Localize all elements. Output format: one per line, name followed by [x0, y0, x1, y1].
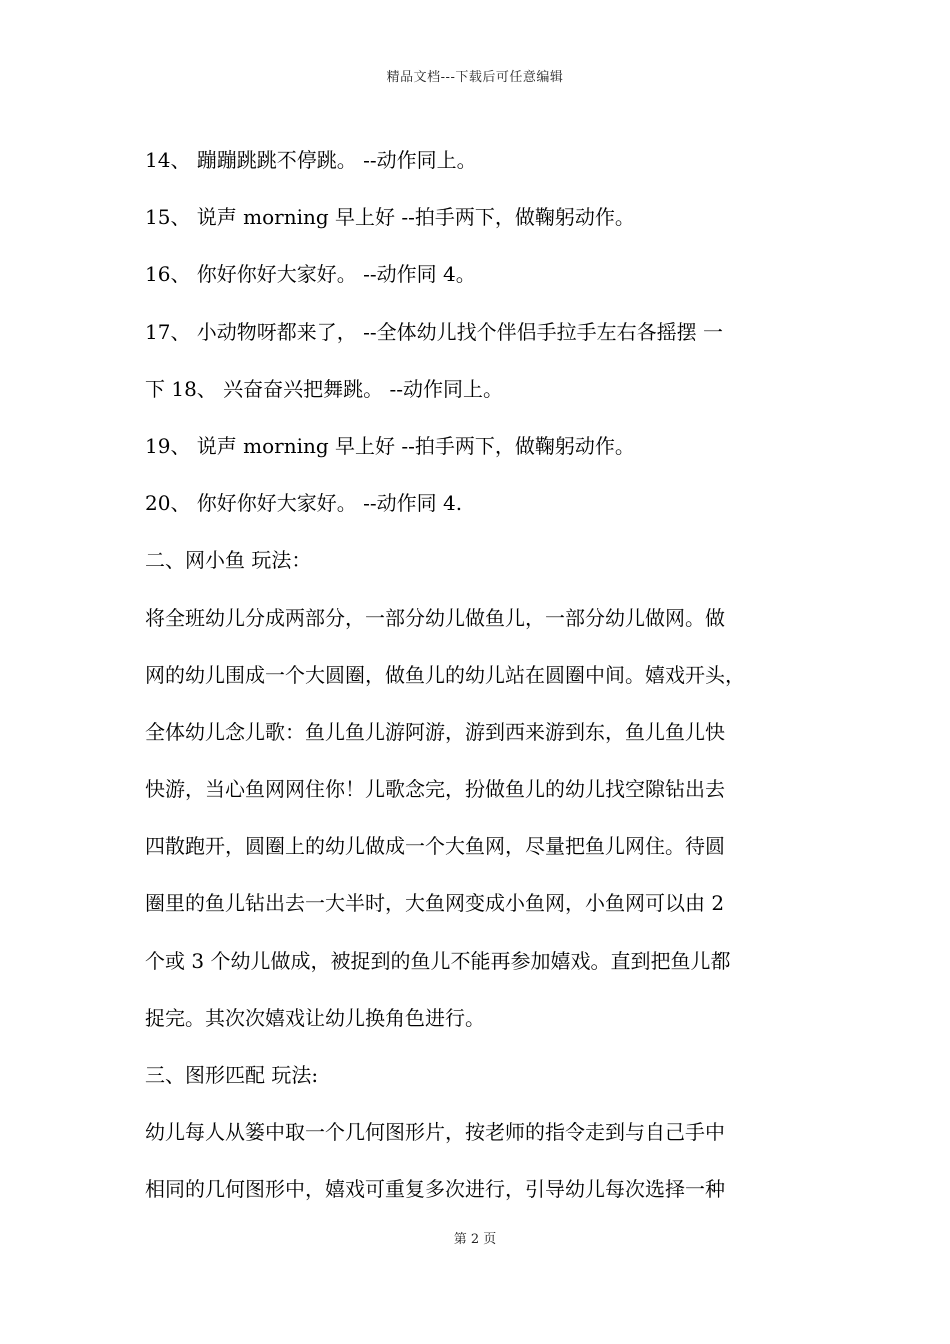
text-line: 四散跑开，圆圈上的幼儿做成一个大鱼网，尽量把鱼儿网住。待圆 — [145, 834, 725, 859]
text-line: 19、 说声 morning 早上好 --拍手两下，做鞠躬动作。 — [145, 433, 635, 458]
page-header: 精品文档---下载后可任意编辑 — [386, 70, 564, 85]
text-line: 16、 你好你好大家好。 --动作同 4。 — [145, 262, 476, 287]
text-line: 下 18、 兴奋奋兴把舞跳。 --动作同上。 — [145, 376, 504, 401]
text-line: 捉完。其次次嬉戏让幼儿换角色进行。 — [145, 1005, 485, 1030]
text-line: 快游，当心鱼网网住你！儿歌念完，扮做鱼儿的幼儿找空隙钻出去 — [145, 777, 725, 802]
text-line: 20、 你好你好大家好。 --动作同 4. — [145, 491, 463, 516]
text-line: 15、 说声 morning 早上好 --拍手两下，做鞠躬动作。 — [145, 205, 635, 230]
text-line: 全体幼儿念儿歌：鱼儿鱼儿游阿游，游到西来游到东，鱼儿鱼儿快 — [145, 719, 725, 744]
text-line: 网的幼儿围成一个大圆圈，做鱼儿的幼儿站在圆圈中间。嬉戏开头， — [145, 662, 745, 687]
section-heading: 三、图形匹配 玩法: — [145, 1063, 319, 1087]
body-text — [145, 132, 815, 1219]
text-line: 幼儿每人从篓中取一个几何图形片，按老师的指令走到与自己手中 — [145, 1120, 725, 1145]
section-heading: 二、网小鱼 玩法： — [145, 548, 312, 573]
text-line: 将全班幼儿分成两部分，一部分幼儿做鱼儿，一部分幼儿做网。做 — [145, 605, 725, 630]
text-line: 17、 小动物呀都来了， --全体幼儿找个伴侣手拉手左右各摇摆 一 — [145, 319, 724, 344]
page-number: 第 2 页 — [453, 1232, 497, 1247]
text-line: 个或 3 个幼儿做成，被捉到的鱼儿不能再参加嬉戏。直到把鱼儿都 — [145, 948, 731, 973]
text-line: 圈里的鱼儿钻出去一大半时，大鱼网变成小鱼网，小鱼网可以由 2 — [145, 891, 725, 916]
text-line: 相同的几何图形中，嬉戏可重复多次进行，引导幼儿每次选择一种 — [145, 1177, 725, 1202]
text-line: 14、 蹦蹦跳跳不停跳。 --动作同上。 — [145, 148, 477, 172]
